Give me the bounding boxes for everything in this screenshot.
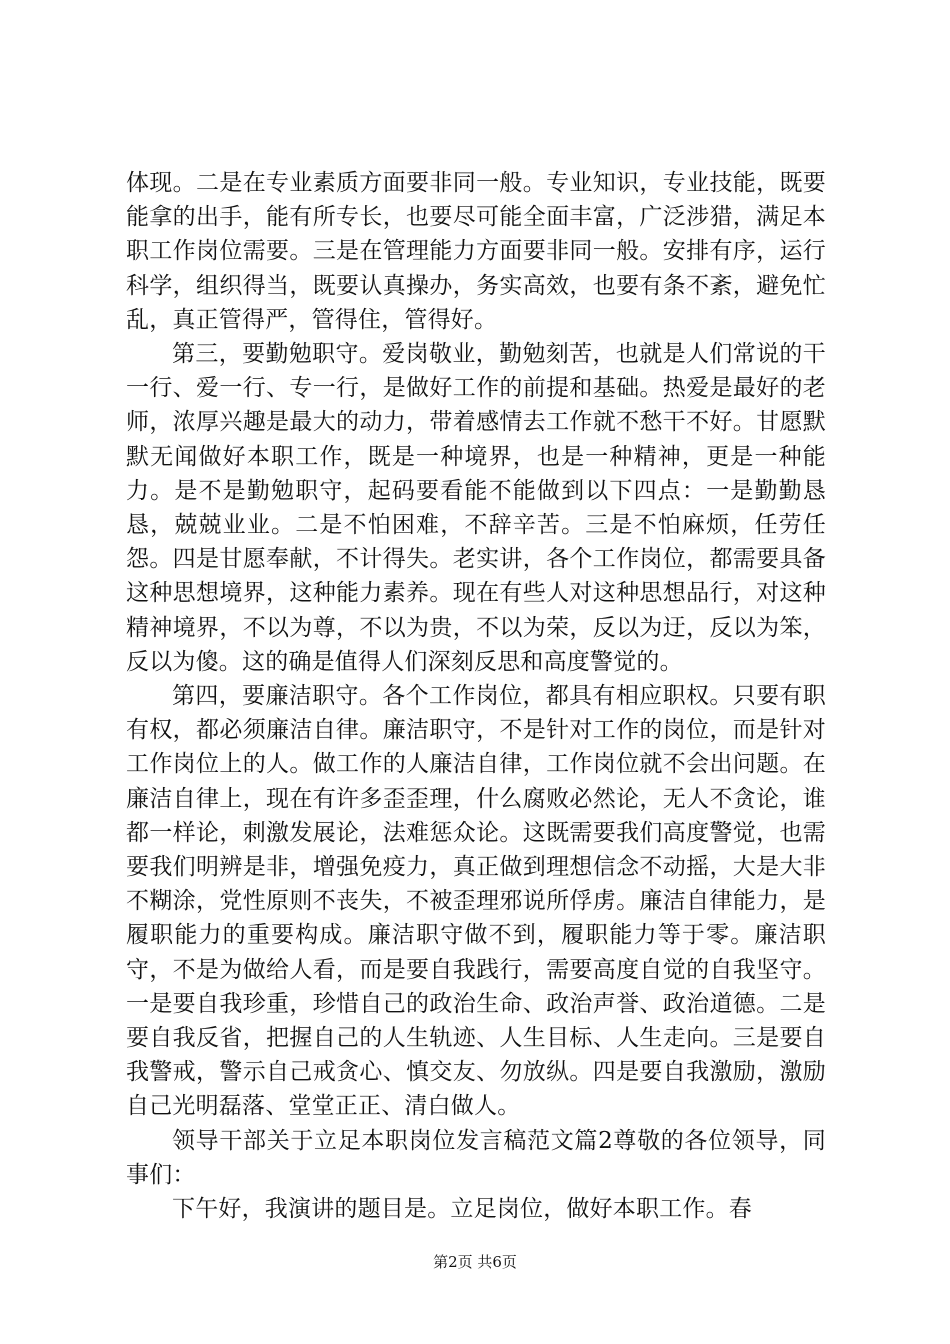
paragraph-2: 第三，要勤勉职守。爱岗敬业，勤勉刻苦，也就是人们常说的干一行、爱一行、专一行，是做好工作的前提和基础。热爱是最好的老师，浓厚兴趣是最大的动力，带着感情去工作就不愁干不好。甘愿默默无闻做好本职工作，既是一种境界，也是一种精神，更是一种能力。是不是勤勉职守，起码要看能不能做到以下四点：一是勤勤恳恳，兢兢业业。二是不怕困难，不辞辛苦。三是不怕麻烦，任劳任怨。四是甘愿奉献，不计得失。老实讲，各个工作岗位，都需要具备这种思想境界，这种能力素养。现在有些人对这种思想品行，对这种精神境界，不以为尊，不以为贵，不以为荣，反以为迂，反以为笨，反以为傻。这的确是值得人们深刻反思和高度警觉的。 [126,341,826,675]
paragraph-3: 第四，要廉洁职守。各个工作岗位，都具有相应职权。只要有职有权，都必须廉洁自律。廉洁职守，不是针对工作的岗位，而是针对工作岗位上的人。做工作的人廉洁自律，工作岗位就不会出问题。在廉洁自律上，现在有许多歪歪理，什么腐败必然论，无人不贪论，谁都一样论，刺激发展论，法难惩众论。这既需要我们高度警觉，也需要我们明辨是非，增强免疫力，真正做到理想信念不动摇，大是大非不糊涂，党性原则不丧失，不被歪理邪说所俘虏。廉洁自律能力，是履职能力的重要构成。廉洁职守做不到，履职能力等于零。廉洁职守，不是为做给人看，而是要自我践行，需要高度自觉的自我坚守。一是要自我珍重，珍惜自己的政治生命、政治声誉、政治道德。二是要自我反省，把握自己的人生轨迹、人生目标、人生走向。三是要自我警戒，警示自己戒贪心、慎交友、勿放纵。四是要自我激励，激励自己光明磊落、堂堂正正、清白做人。 [126,683,826,1120]
page-footer [0,1252,950,1272]
paragraph-4: 领导干部关于立足本职岗位发言稿范文篇2尊敬的各位领导，同事们： [126,1127,826,1188]
paragraph-1: 体现。二是在专业素质方面要非同一般。专业知识，专业技能，既要能拿的出手，能有所专长，也要尽可能全面丰富，广泛涉猎，满足本职工作岗位需要。三是在管理能力方面要非同一般。安排有序，运行科学，组织得当，既要认真操办，务实高效，也要有条不紊，避免忙乱，真正管得严，管得住，管得好。 [126,170,826,333]
document-body [126,166,826,1226]
paragraph-5: 下午好，我演讲的题目是。立足岗位，做好本职工作。春 [172,1196,752,1223]
page-number-label: 第2页 共6页 [433,1253,517,1271]
